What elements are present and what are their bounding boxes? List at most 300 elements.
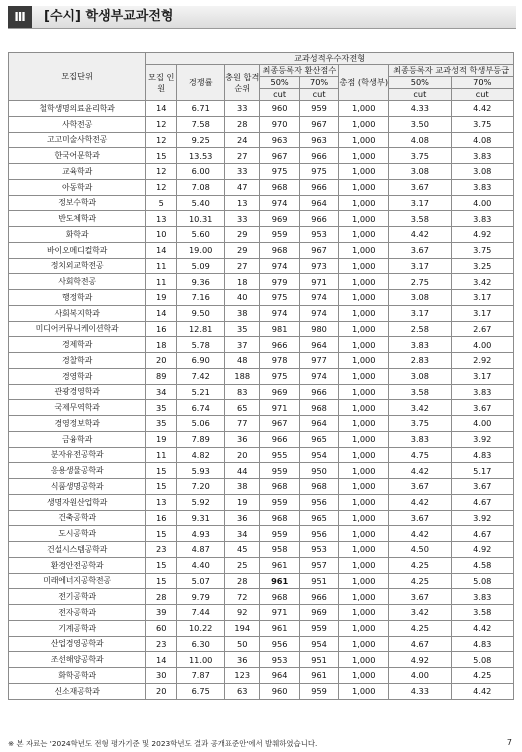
competition-rate: 5.92 [177, 494, 225, 510]
unit-name: 사회학전공 [9, 274, 146, 290]
unit-name: 국제무역학과 [9, 400, 146, 416]
grade-70-cut: 4.42 [451, 101, 513, 117]
grade-70-cut: 3.75 [451, 116, 513, 132]
grade-70-cut: 4.08 [451, 132, 513, 148]
total-score: 1,000 [339, 652, 389, 668]
score-50-cut: 967 [260, 416, 299, 432]
grade-70-cut: 4.00 [451, 337, 513, 353]
score-50-cut: 960 [260, 683, 299, 699]
score-70-cut: 967 [299, 116, 338, 132]
competition-rate: 7.08 [177, 179, 225, 195]
grade-70-cut: 3.83 [451, 179, 513, 195]
score-50-cut: 968 [260, 179, 299, 195]
grade-70-cut: 3.17 [451, 305, 513, 321]
additional-rank: 63 [225, 683, 260, 699]
grade-50-cut: 3.17 [389, 305, 451, 321]
additional-rank: 37 [225, 337, 260, 353]
quota: 19 [146, 290, 177, 306]
additional-rank: 83 [225, 384, 260, 400]
total-score: 1,000 [339, 101, 389, 117]
grade-50-cut: 4.92 [389, 652, 451, 668]
additional-rank: 35 [225, 321, 260, 337]
grade-50-cut: 4.42 [389, 526, 451, 542]
table-row [9, 384, 514, 400]
quota: 14 [146, 652, 177, 668]
total-score: 1,000 [339, 479, 389, 495]
admission-results-table [8, 52, 514, 700]
grade-50-cut: 4.25 [389, 573, 451, 589]
header-unit: 모집단위 [9, 53, 146, 101]
score-70-cut: 965 [299, 431, 338, 447]
score-70-cut: 966 [299, 179, 338, 195]
section-title: [수시] 학생부교과전형 [44, 9, 174, 24]
unit-name: 식품생명공학과 [9, 479, 146, 495]
unit-name: 경제학과 [9, 337, 146, 353]
grade-50-cut: 4.00 [389, 668, 451, 684]
table-row [9, 573, 514, 589]
competition-rate: 7.42 [177, 368, 225, 384]
competition-rate: 12.81 [177, 321, 225, 337]
grade-70-cut: 4.67 [451, 494, 513, 510]
grade-50-cut: 4.08 [389, 132, 451, 148]
table-row [9, 132, 514, 148]
grade-50-cut: 2.75 [389, 274, 451, 290]
total-score: 1,000 [339, 510, 389, 526]
score-70-cut: 974 [299, 305, 338, 321]
competition-rate: 9.25 [177, 132, 225, 148]
score-70-cut: 959 [299, 683, 338, 699]
total-score: 1,000 [339, 447, 389, 463]
total-score: 1,000 [339, 526, 389, 542]
section-number: Ⅲ [8, 6, 32, 28]
grade-70-cut: 3.58 [451, 605, 513, 621]
additional-rank: 123 [225, 668, 260, 684]
grade-50-cut: 3.42 [389, 605, 451, 621]
total-score: 1,000 [339, 179, 389, 195]
table-row [9, 116, 514, 132]
additional-rank: 34 [225, 526, 260, 542]
total-score: 1,000 [339, 211, 389, 227]
grade-50-cut: 4.33 [389, 683, 451, 699]
additional-rank: 48 [225, 353, 260, 369]
additional-rank: 50 [225, 636, 260, 652]
score-70-cut: 953 [299, 227, 338, 243]
additional-rank: 40 [225, 290, 260, 306]
total-score: 1,000 [339, 116, 389, 132]
quota: 14 [146, 101, 177, 117]
total-score: 1,000 [339, 305, 389, 321]
score-50-cut: 974 [260, 305, 299, 321]
grade-50-cut: 3.50 [389, 116, 451, 132]
score-70-cut: 971 [299, 274, 338, 290]
score-50-cut: 969 [260, 384, 299, 400]
grade-70-cut: 4.42 [451, 620, 513, 636]
unit-name: 아동학과 [9, 179, 146, 195]
quota: 35 [146, 400, 177, 416]
grade-50-cut: 3.08 [389, 368, 451, 384]
table-row [9, 179, 514, 195]
grade-70-cut: 4.25 [451, 668, 513, 684]
quota: 28 [146, 589, 177, 605]
quota: 18 [146, 337, 177, 353]
additional-rank: 194 [225, 620, 260, 636]
competition-rate: 5.06 [177, 416, 225, 432]
grade-50-cut: 3.17 [389, 195, 451, 211]
unit-name: 고고미술사학전공 [9, 132, 146, 148]
grade-70-cut: 3.92 [451, 431, 513, 447]
unit-name: 정보수학과 [9, 195, 146, 211]
score-70-cut: 950 [299, 463, 338, 479]
score-50-cut: 971 [260, 400, 299, 416]
quota: 35 [146, 416, 177, 432]
grade-70-cut: 3.83 [451, 148, 513, 164]
total-score: 1,000 [339, 132, 389, 148]
total-score: 1,000 [339, 353, 389, 369]
header-score-70-cut: cut [299, 89, 338, 101]
total-score: 1,000 [339, 573, 389, 589]
competition-rate: 11.00 [177, 652, 225, 668]
grade-70-cut: 4.92 [451, 227, 513, 243]
total-score: 1,000 [339, 321, 389, 337]
header-rank: 충원 합격 순위 [225, 65, 260, 101]
score-50-cut: 966 [260, 337, 299, 353]
score-70-cut: 968 [299, 479, 338, 495]
quota: 19 [146, 431, 177, 447]
header-final-grade: 최종등록자 교과성적 학생부등급 [389, 65, 514, 77]
unit-name: 반도체학과 [9, 211, 146, 227]
score-70-cut: 964 [299, 416, 338, 432]
grade-70-cut: 5.17 [451, 463, 513, 479]
score-70-cut: 964 [299, 337, 338, 353]
total-score: 1,000 [339, 463, 389, 479]
additional-rank: 44 [225, 463, 260, 479]
table-row [9, 636, 514, 652]
score-50-cut: 975 [260, 164, 299, 180]
grade-70-cut: 5.08 [451, 573, 513, 589]
score-70-cut: 977 [299, 353, 338, 369]
grade-50-cut: 3.75 [389, 148, 451, 164]
score-50-cut: 963 [260, 132, 299, 148]
total-score: 1,000 [339, 148, 389, 164]
quota: 20 [146, 353, 177, 369]
competition-rate: 5.07 [177, 573, 225, 589]
total-score: 1,000 [339, 557, 389, 573]
competition-rate: 5.40 [177, 195, 225, 211]
score-70-cut: 956 [299, 526, 338, 542]
unit-name: 미래에너지공학전공 [9, 573, 146, 589]
table-row [9, 258, 514, 274]
quota: 11 [146, 447, 177, 463]
score-70-cut: 957 [299, 557, 338, 573]
total-score: 1,000 [339, 384, 389, 400]
total-score: 1,000 [339, 494, 389, 510]
unit-name: 신소재공학과 [9, 683, 146, 699]
competition-rate: 10.31 [177, 211, 225, 227]
table-row [9, 683, 514, 699]
header-grade-70: 70% [451, 77, 513, 89]
score-50-cut: 967 [260, 148, 299, 164]
quota: 30 [146, 668, 177, 684]
score-70-cut: 956 [299, 494, 338, 510]
grade-70-cut: 3.83 [451, 211, 513, 227]
score-50-cut: 964 [260, 668, 299, 684]
additional-rank: 13 [225, 195, 260, 211]
score-70-cut: 969 [299, 605, 338, 621]
score-50-cut: 968 [260, 589, 299, 605]
grade-70-cut: 4.92 [451, 542, 513, 558]
grade-50-cut: 3.83 [389, 337, 451, 353]
footnote: ※ 본 자료는 '2024학년도 전형 평가기준 및 2023학년도 결과 공개표준안'에서 발췌하였습니다. [8, 739, 318, 748]
grade-70-cut: 3.42 [451, 274, 513, 290]
grade-50-cut: 4.50 [389, 542, 451, 558]
competition-rate: 4.40 [177, 557, 225, 573]
score-50-cut: 955 [260, 447, 299, 463]
score-70-cut: 967 [299, 242, 338, 258]
score-70-cut: 965 [299, 510, 338, 526]
score-50-cut: 953 [260, 652, 299, 668]
unit-name: 교육학과 [9, 164, 146, 180]
competition-rate: 9.79 [177, 589, 225, 605]
competition-rate: 4.93 [177, 526, 225, 542]
score-70-cut: 974 [299, 290, 338, 306]
grade-50-cut: 3.08 [389, 164, 451, 180]
unit-name: 사학전공 [9, 116, 146, 132]
grade-70-cut: 3.67 [451, 479, 513, 495]
competition-rate: 4.87 [177, 542, 225, 558]
total-score: 1,000 [339, 683, 389, 699]
page-number: 7 [506, 738, 512, 747]
grade-50-cut: 3.42 [389, 400, 451, 416]
grade-50-cut: 3.17 [389, 258, 451, 274]
unit-name: 환경안전공학과 [9, 557, 146, 573]
table-row [9, 195, 514, 211]
total-score: 1,000 [339, 589, 389, 605]
competition-rate: 6.74 [177, 400, 225, 416]
competition-rate: 4.82 [177, 447, 225, 463]
total-score: 1,000 [339, 258, 389, 274]
unit-name: 도시공학과 [9, 526, 146, 542]
quota: 12 [146, 132, 177, 148]
grade-70-cut: 3.08 [451, 164, 513, 180]
quota: 10 [146, 227, 177, 243]
header-total: 총점 (학생부) [339, 65, 389, 101]
score-70-cut: 966 [299, 211, 338, 227]
total-score: 1,000 [339, 605, 389, 621]
table-row [9, 290, 514, 306]
unit-name: 분자유전공학과 [9, 447, 146, 463]
additional-rank: 45 [225, 542, 260, 558]
score-50-cut: 960 [260, 101, 299, 117]
additional-rank: 47 [225, 179, 260, 195]
grade-70-cut: 4.42 [451, 683, 513, 699]
grade-70-cut: 3.83 [451, 589, 513, 605]
score-70-cut: 959 [299, 620, 338, 636]
score-70-cut: 959 [299, 101, 338, 117]
table-row [9, 101, 514, 117]
header-group: 교과성적우수자전형 [146, 53, 514, 65]
grade-70-cut: 2.67 [451, 321, 513, 337]
table-row [9, 463, 514, 479]
table-row [9, 321, 514, 337]
competition-rate: 5.21 [177, 384, 225, 400]
header-score-50: 50% [260, 77, 299, 89]
competition-rate: 7.44 [177, 605, 225, 621]
header-grade-70-cut: cut [451, 89, 513, 101]
grade-50-cut: 3.58 [389, 211, 451, 227]
additional-rank: 36 [225, 431, 260, 447]
unit-name: 조선해양공학과 [9, 652, 146, 668]
score-70-cut: 953 [299, 542, 338, 558]
table-row [9, 227, 514, 243]
total-score: 1,000 [339, 636, 389, 652]
additional-rank: 38 [225, 479, 260, 495]
quota: 15 [146, 557, 177, 573]
total-score: 1,000 [339, 227, 389, 243]
additional-rank: 27 [225, 258, 260, 274]
grade-50-cut: 4.42 [389, 494, 451, 510]
score-50-cut: 968 [260, 479, 299, 495]
score-50-cut: 970 [260, 116, 299, 132]
quota: 20 [146, 683, 177, 699]
additional-rank: 18 [225, 274, 260, 290]
quota: 23 [146, 542, 177, 558]
competition-rate: 9.31 [177, 510, 225, 526]
additional-rank: 33 [225, 164, 260, 180]
quota: 12 [146, 116, 177, 132]
total-score: 1,000 [339, 416, 389, 432]
unit-name: 바이오메디컬학과 [9, 242, 146, 258]
grade-50-cut: 4.42 [389, 227, 451, 243]
quota: 15 [146, 148, 177, 164]
competition-rate: 5.09 [177, 258, 225, 274]
score-50-cut: 961 [260, 620, 299, 636]
quota: 12 [146, 179, 177, 195]
competition-rate: 9.36 [177, 274, 225, 290]
additional-rank: 28 [225, 573, 260, 589]
score-50-cut: 959 [260, 227, 299, 243]
competition-rate: 7.58 [177, 116, 225, 132]
additional-rank: 92 [225, 605, 260, 621]
unit-name: 산업경영공학과 [9, 636, 146, 652]
score-50-cut: 974 [260, 195, 299, 211]
score-50-cut: 958 [260, 542, 299, 558]
total-score: 1,000 [339, 195, 389, 211]
grade-70-cut: 4.83 [451, 636, 513, 652]
grade-70-cut: 4.00 [451, 195, 513, 211]
unit-name: 화학과 [9, 227, 146, 243]
unit-name: 응용생물공학과 [9, 463, 146, 479]
additional-rank: 19 [225, 494, 260, 510]
grade-50-cut: 3.67 [389, 479, 451, 495]
table-row [9, 668, 514, 684]
competition-rate: 13.53 [177, 148, 225, 164]
unit-name: 경영정보학과 [9, 416, 146, 432]
score-50-cut: 975 [260, 290, 299, 306]
additional-rank: 29 [225, 242, 260, 258]
additional-rank: 24 [225, 132, 260, 148]
competition-rate: 7.89 [177, 431, 225, 447]
unit-name: 건설시스템공학과 [9, 542, 146, 558]
grade-50-cut: 4.75 [389, 447, 451, 463]
grade-70-cut: 4.00 [451, 416, 513, 432]
competition-rate: 7.87 [177, 668, 225, 684]
grade-50-cut: 3.75 [389, 416, 451, 432]
score-70-cut: 966 [299, 148, 338, 164]
additional-rank: 20 [225, 447, 260, 463]
competition-rate: 10.22 [177, 620, 225, 636]
unit-name: 철학생명의료윤리학과 [9, 101, 146, 117]
quota: 23 [146, 636, 177, 652]
score-50-cut: 959 [260, 494, 299, 510]
unit-name: 금융학과 [9, 431, 146, 447]
table-row [9, 526, 514, 542]
grade-50-cut: 3.58 [389, 384, 451, 400]
grade-50-cut: 3.67 [389, 242, 451, 258]
quota: 13 [146, 494, 177, 510]
quota: 34 [146, 384, 177, 400]
grade-50-cut: 3.67 [389, 589, 451, 605]
table-row [9, 164, 514, 180]
unit-name: 관광경영학과 [9, 384, 146, 400]
quota: 15 [146, 526, 177, 542]
table-row [9, 242, 514, 258]
unit-name: 미디어커뮤니케이션학과 [9, 321, 146, 337]
grade-50-cut: 3.67 [389, 510, 451, 526]
score-50-cut: 968 [260, 510, 299, 526]
score-70-cut: 966 [299, 384, 338, 400]
table-row [9, 605, 514, 621]
total-score: 1,000 [339, 620, 389, 636]
score-50-cut: 971 [260, 605, 299, 621]
total-score: 1,000 [339, 290, 389, 306]
additional-rank: 29 [225, 227, 260, 243]
table-row [9, 510, 514, 526]
additional-rank: 36 [225, 652, 260, 668]
grade-50-cut: 4.25 [389, 620, 451, 636]
table-row [9, 620, 514, 636]
table-row [9, 305, 514, 321]
score-50-cut: 981 [260, 321, 299, 337]
grade-50-cut: 2.83 [389, 353, 451, 369]
unit-name: 경영학과 [9, 368, 146, 384]
quota: 16 [146, 510, 177, 526]
quota: 13 [146, 211, 177, 227]
competition-rate: 5.78 [177, 337, 225, 353]
score-70-cut: 951 [299, 573, 338, 589]
competition-rate: 6.75 [177, 683, 225, 699]
grade-50-cut: 4.42 [389, 463, 451, 479]
grade-50-cut: 3.67 [389, 179, 451, 195]
additional-rank: 33 [225, 101, 260, 117]
score-50-cut: 959 [260, 526, 299, 542]
table-row [9, 211, 514, 227]
additional-rank: 72 [225, 589, 260, 605]
grade-50-cut: 4.67 [389, 636, 451, 652]
total-score: 1,000 [339, 242, 389, 258]
score-50-cut: 956 [260, 636, 299, 652]
competition-rate: 6.71 [177, 101, 225, 117]
header-grade-50-cut: cut [389, 89, 451, 101]
unit-name: 경찰학과 [9, 353, 146, 369]
total-score: 1,000 [339, 368, 389, 384]
total-score: 1,000 [339, 274, 389, 290]
table-row [9, 652, 514, 668]
competition-rate: 5.60 [177, 227, 225, 243]
competition-rate: 7.16 [177, 290, 225, 306]
grade-70-cut: 3.17 [451, 368, 513, 384]
unit-name: 전자공학과 [9, 605, 146, 621]
score-70-cut: 974 [299, 368, 338, 384]
